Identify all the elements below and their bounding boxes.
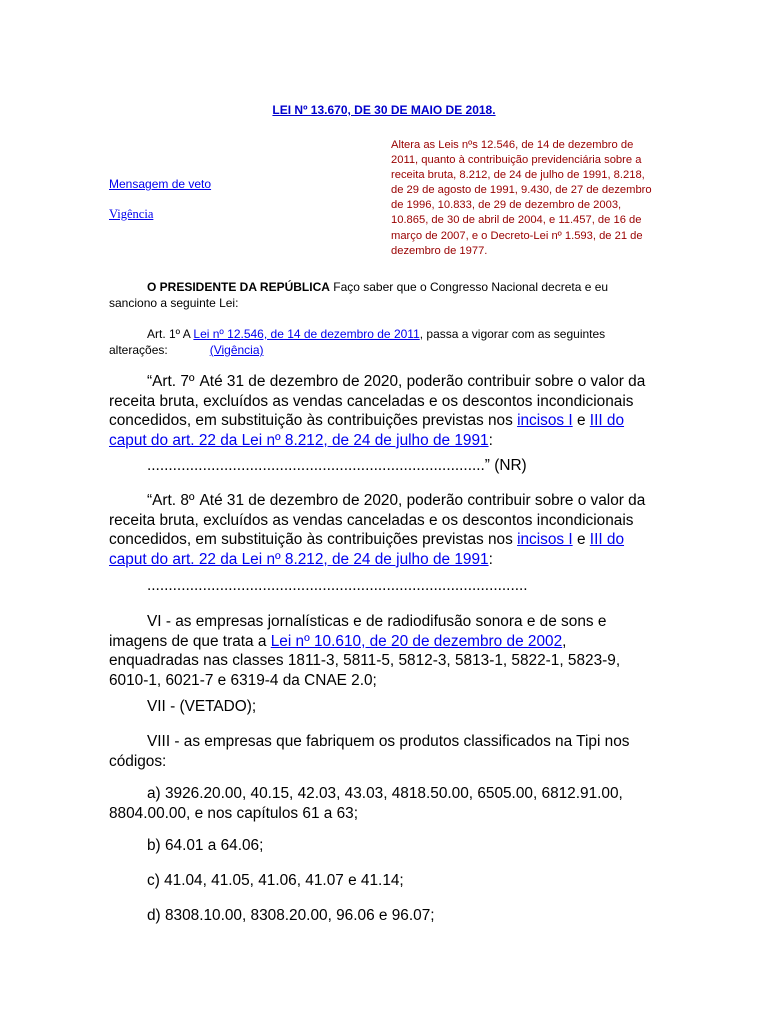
- law-title-link[interactable]: LEI Nº 13.670, DE 30 DE MAIO DE 2018.: [272, 103, 496, 117]
- art1-text: , passa a vigorar com as seguintes alterações:: [109, 327, 606, 357]
- art8-text: Até 31 de dezembro de 2020, poderão contribuir sobre o valor da receita bruta, excluídos as vendas canceladas e os descontos incondicionais concedidos, em substituição às contribuições previstas nos: [109, 492, 646, 549]
- item-vi-paragraph: [109, 612, 657, 690]
- item-vii-paragraph: [109, 697, 657, 717]
- art7-and: e: [572, 412, 590, 430]
- list-item: [109, 784, 657, 823]
- art7-paragraph: [109, 372, 657, 450]
- preamble-bold: O PRESIDENTE DA REPÚBLICA: [147, 280, 330, 294]
- list-item: [109, 836, 657, 856]
- art7-lead: “Art. 7º: [147, 373, 195, 390]
- list-item: [109, 871, 657, 891]
- preamble-paragraph: [109, 279, 654, 311]
- art7-incisos-link[interactable]: incisos I: [517, 412, 573, 430]
- preamble-text: Faço saber que o Congresso Nacional decreta e eu sanciono a seguinte Lei:: [109, 280, 609, 310]
- art8-colon: :: [488, 550, 493, 568]
- law-summary: Altera as Leis nºs 12.546, de 14 de dezembro de 2011, quanto à contribuição previdenciária sobre a receita bruta, 8.212, de 24 de julho de 1991, 8.218, de 29 de agosto de 1991, 9.430, de 27 de dezembro de 1996, 10.833, de 29 de dezembro de 2003, 10.865, de 30 de abril de 2004, e 11.457, de 16 de março de 2007, e o Decreto-Lei nº 1.593, de 21 de dezembro de 1977.: [391, 139, 652, 257]
- item-vi-post: , enquadradas nas classes 1811-3, 5811-5, 5812-3, 5813-1, 5822-1, 5823-9, 6010-1, 6021-7 e 6319-4 da CNAE 2.0;: [109, 632, 621, 689]
- item-viii-text: VIII - as empresas que fabriquem os produtos classificados na Tipi nos códigos:: [109, 733, 630, 770]
- item-viii-paragraph: [109, 732, 657, 771]
- art1-vigencia-link[interactable]: (Vigência): [209, 343, 264, 357]
- veto-message-link[interactable]: Mensagem de veto: [109, 177, 212, 191]
- art7-text: Até 31 de dezembro de 2020, poderão contribuir sobre o valor da receita bruta, excluídos as vendas canceladas e os descontos incondicionais concedidos, em substituição às contribuições previstas nos: [109, 373, 646, 430]
- dots-line: [109, 576, 657, 596]
- law-12546-link[interactable]: Lei nº 12.546, de 14 de dezembro de 2011: [193, 327, 420, 341]
- list-item-text: a) 3926.20.00, 40.15, 42.03, 43.03, 4818.50.00, 6505.00, 6812.91.00, 8804.00.00, e nos capítulos 61 a 63;: [109, 785, 623, 822]
- item-vi-pre: VI - as empresas jornalísticas e de radiodifusão sonora e de sons e imagens de que trata a: [109, 613, 607, 650]
- list-item-text: d) 8308.10.00, 8308.20.00, 96.06 e 96.07;: [147, 907, 435, 924]
- art8-and: e: [572, 531, 590, 549]
- list-item-text: b) 64.01 a 64.06;: [147, 837, 264, 854]
- art7-law-8212-link[interactable]: III do caput do art. 22 da Lei nº 8.212, de 24 de julho de 1991: [109, 412, 625, 449]
- vigencia-link[interactable]: Vigência: [109, 207, 154, 221]
- item-vii-text: VII - (VETADO);: [147, 698, 257, 715]
- art7-colon: :: [488, 431, 493, 449]
- dots-text: .........................................................................................: [147, 577, 528, 594]
- dots-nr-line: [109, 456, 657, 476]
- art8-incisos-link[interactable]: incisos I: [517, 531, 573, 549]
- art8-law-8212-link[interactable]: III do caput do art. 22 da Lei nº 8.212, de 24 de julho de 1991: [109, 531, 625, 568]
- law-10610-link[interactable]: Lei nº 10.610, de 20 de dezembro de 2002: [270, 632, 563, 650]
- art8-lead: “Art. 8º: [147, 492, 195, 509]
- art1-paragraph: [109, 326, 654, 358]
- art8-paragraph: [109, 491, 657, 569]
- list-item: [109, 906, 657, 926]
- dots-nr-text: ...............................................................................” (NR): [147, 457, 527, 474]
- art1-prefix: Art. 1º A: [147, 327, 194, 341]
- list-item-text: c) 41.04, 41.05, 41.06, 41.07 e 41.14;: [147, 872, 404, 889]
